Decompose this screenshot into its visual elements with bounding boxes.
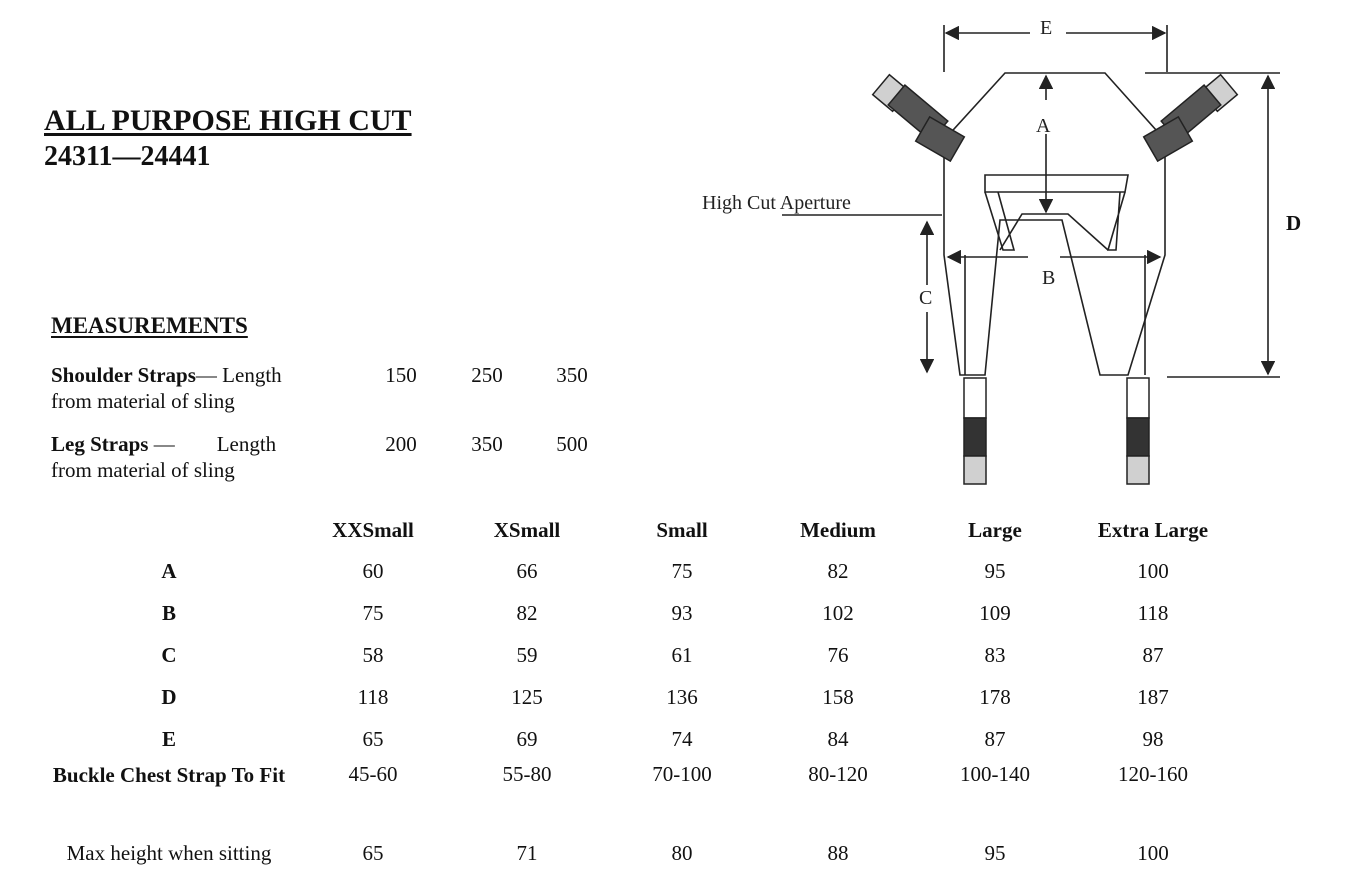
leg-straps-name: Leg Straps bbox=[51, 432, 149, 456]
aperture-right-flap bbox=[1108, 192, 1125, 250]
table-cell: 125 bbox=[511, 684, 543, 709]
aperture-outline bbox=[985, 175, 1128, 192]
table-cell: 69 bbox=[516, 726, 538, 751]
table-cell: 109 bbox=[979, 600, 1011, 625]
shoulder-straps-length-text: — Length bbox=[195, 363, 282, 387]
table-row bbox=[40, 592, 1234, 634]
table-cell: 65 bbox=[362, 726, 384, 751]
table-cell: 100 bbox=[1137, 558, 1169, 583]
size-chart-table bbox=[40, 510, 1234, 874]
left-leg-strap bbox=[964, 378, 986, 484]
table-row bbox=[40, 832, 1234, 874]
table-cell: 76 bbox=[827, 642, 849, 667]
table-cell: 65 bbox=[362, 840, 384, 865]
dim-label-a: A bbox=[1036, 115, 1051, 137]
table-cell: 178 bbox=[979, 684, 1011, 709]
table-cell: 87 bbox=[984, 726, 1006, 751]
corner-cell bbox=[40, 510, 298, 550]
table-row bbox=[40, 550, 1234, 592]
dim-label-e: E bbox=[1040, 17, 1053, 39]
table-cell: 98 bbox=[1142, 726, 1164, 751]
left-shoulder-strap bbox=[873, 75, 965, 161]
table-cell: 66 bbox=[516, 558, 538, 583]
table-cell: 82 bbox=[827, 558, 849, 583]
table-cell: 84 bbox=[827, 726, 849, 751]
row-label: C bbox=[161, 642, 177, 667]
measurements-heading: MEASUREMENTS bbox=[51, 313, 248, 338]
table-cell: 136 bbox=[666, 684, 698, 709]
table-cell: 100-140 bbox=[960, 762, 1030, 786]
sling-diagram bbox=[690, 10, 1330, 490]
shoulder-strap-value: 250 bbox=[471, 363, 503, 387]
table-row bbox=[40, 676, 1234, 718]
row-label: Max height when sitting bbox=[66, 840, 272, 865]
shoulder-straps-label bbox=[51, 362, 321, 414]
table-cell: 60 bbox=[362, 558, 384, 583]
table-cell: 158 bbox=[822, 684, 854, 709]
size-column-header: XSmall bbox=[493, 517, 561, 542]
table-cell: 118 bbox=[357, 684, 389, 709]
table-cell: 83 bbox=[984, 642, 1006, 667]
table-cell: 61 bbox=[671, 642, 693, 667]
size-column-header: Small bbox=[656, 517, 708, 542]
right-leg-strap bbox=[1127, 378, 1149, 484]
size-column-header: Medium bbox=[800, 517, 876, 542]
product-code: 24311—24441 bbox=[44, 141, 211, 172]
row-label: A bbox=[161, 558, 177, 583]
leg-straps-length-text: — Length bbox=[148, 432, 277, 456]
shoulder-strap-value: 150 bbox=[385, 363, 417, 387]
table-cell: 75 bbox=[362, 600, 384, 625]
shoulder-straps-note: from material of sling bbox=[51, 389, 235, 413]
right-shoulder-strap bbox=[1144, 75, 1238, 161]
leg-straps-note: from material of sling bbox=[51, 458, 235, 482]
size-column-header: Large bbox=[968, 517, 1022, 542]
dim-label-d: D bbox=[1286, 211, 1302, 235]
leg-strap-value: 500 bbox=[556, 432, 588, 456]
sling-outline bbox=[944, 73, 1165, 375]
table-cell: 45-60 bbox=[348, 762, 398, 786]
table-cell: 95 bbox=[984, 840, 1006, 865]
table-cell: 58 bbox=[362, 642, 384, 667]
product-title: ALL PURPOSE HIGH CUT bbox=[44, 104, 412, 137]
size-header-row bbox=[40, 510, 1234, 550]
table-cell: 74 bbox=[671, 726, 693, 751]
table-cell: 88 bbox=[827, 840, 849, 865]
table-cell: 70-100 bbox=[652, 762, 712, 786]
table-cell: 102 bbox=[822, 600, 854, 625]
table-cell: 118 bbox=[1137, 600, 1169, 625]
table-cell: 71 bbox=[516, 840, 538, 865]
table-cell: 82 bbox=[516, 600, 538, 625]
row-label: B bbox=[161, 600, 176, 625]
table-cell: 55-80 bbox=[502, 762, 552, 786]
shoulder-straps-name: Shoulder Straps bbox=[51, 363, 196, 387]
table-cell: 80-120 bbox=[808, 762, 868, 786]
table-cell: 80 bbox=[671, 840, 693, 865]
table-row bbox=[40, 634, 1234, 676]
dim-label-b: B bbox=[1042, 267, 1056, 289]
table-cell: 187 bbox=[1137, 684, 1169, 709]
table-row bbox=[40, 718, 1234, 760]
shoulder-strap-value: 350 bbox=[556, 363, 588, 387]
row-label: D bbox=[161, 684, 177, 709]
table-cell: 87 bbox=[1142, 642, 1164, 667]
aperture-label: High Cut Aperture bbox=[702, 192, 851, 214]
table-cell: 75 bbox=[671, 558, 693, 583]
table-row bbox=[40, 760, 1234, 832]
table-cell: 95 bbox=[984, 558, 1006, 583]
dim-label-c: C bbox=[919, 287, 933, 309]
leg-strap-value: 350 bbox=[471, 432, 503, 456]
size-column-header: Extra Large bbox=[1097, 517, 1209, 542]
leg-strap-value: 200 bbox=[385, 432, 417, 456]
leg-straps-label bbox=[51, 431, 321, 483]
table-cell: 93 bbox=[671, 600, 693, 625]
row-label: E bbox=[161, 726, 176, 751]
table-cell: 100 bbox=[1137, 840, 1169, 865]
table-cell: 120-160 bbox=[1118, 762, 1188, 786]
row-label: Buckle Chest Strap To Fit bbox=[52, 763, 286, 787]
size-column-header: XXSmall bbox=[332, 517, 414, 542]
table-cell: 59 bbox=[516, 642, 538, 667]
